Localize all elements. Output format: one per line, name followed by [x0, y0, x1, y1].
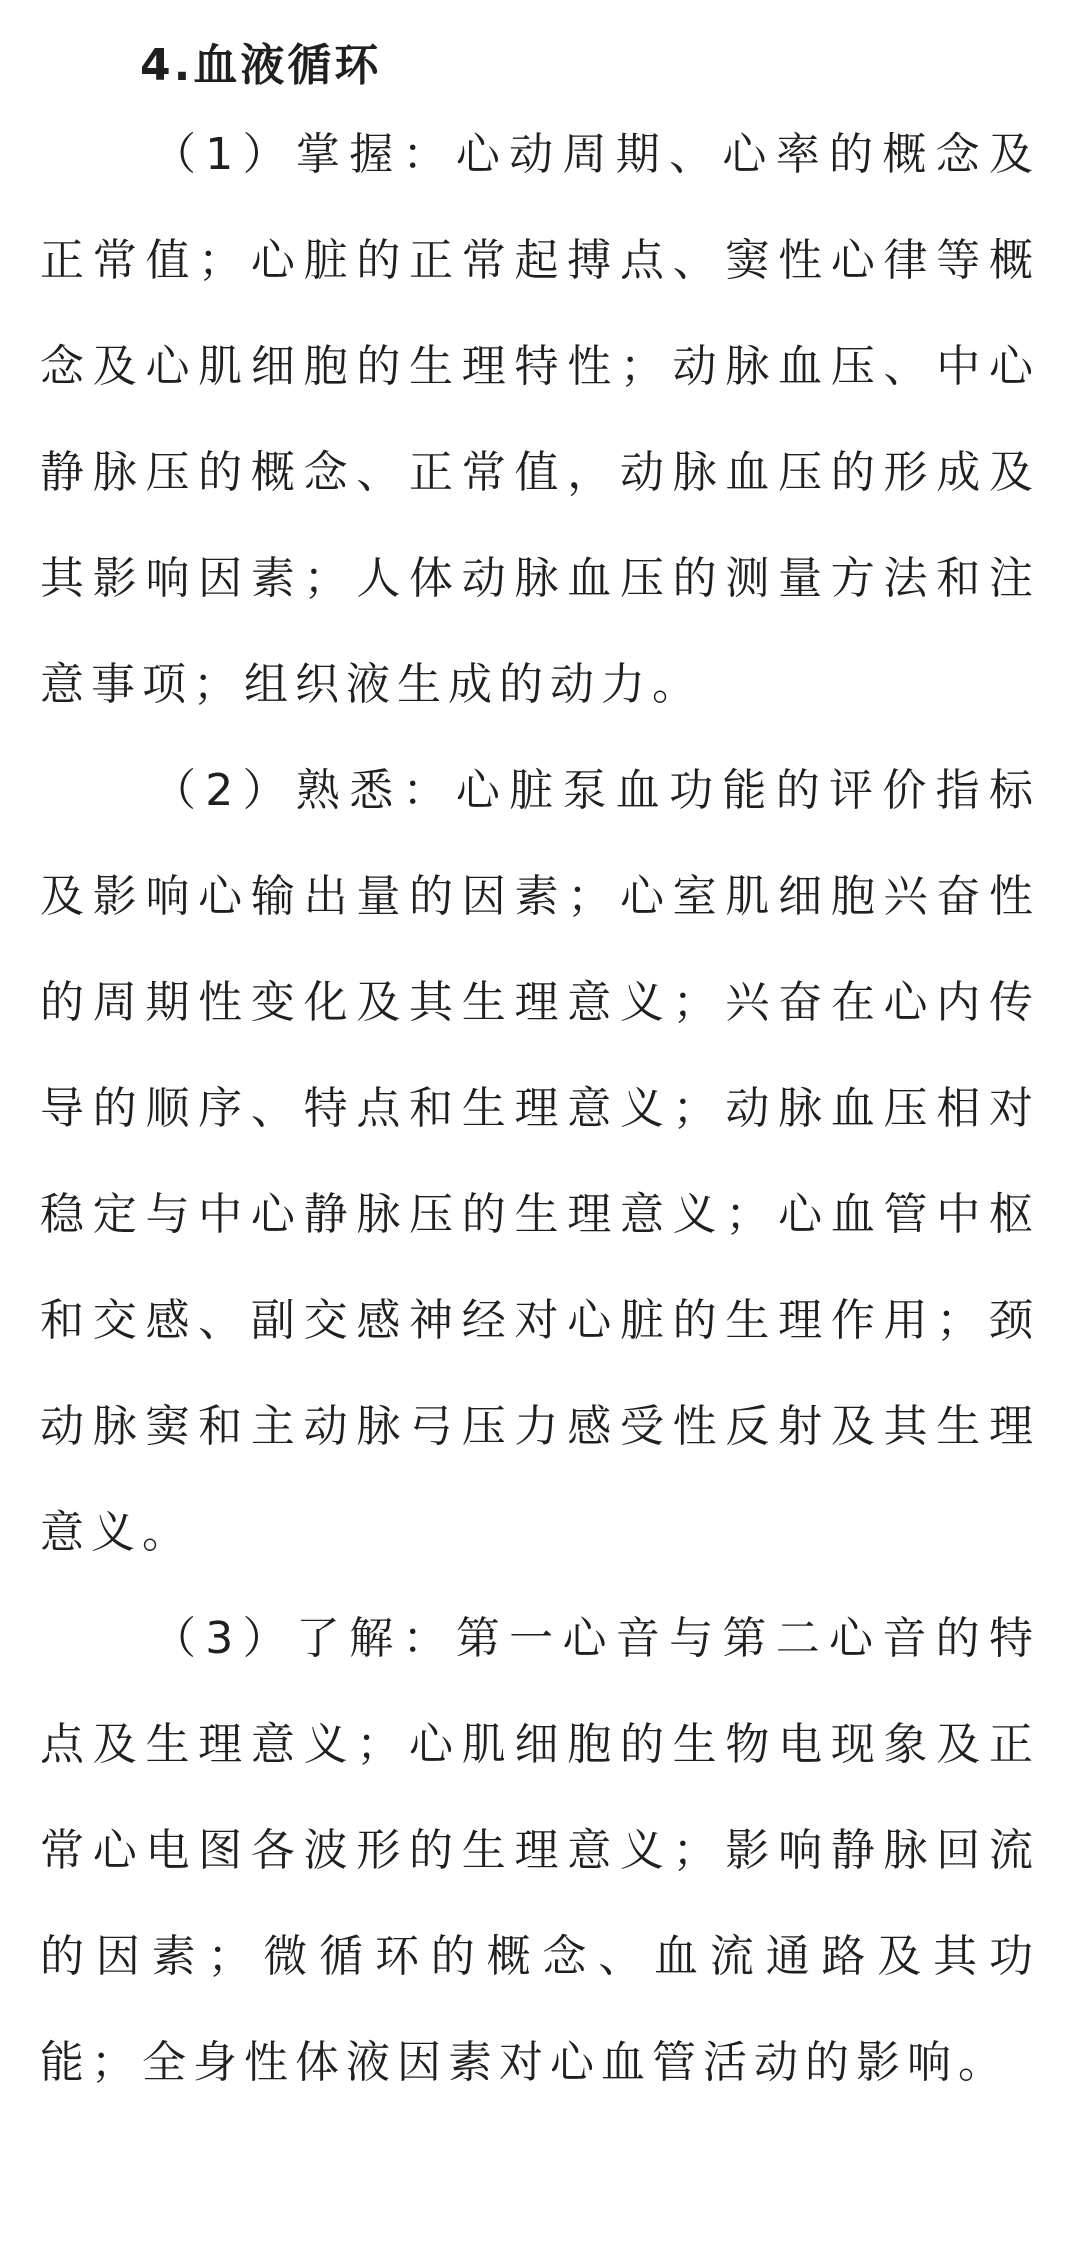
section-title: 4.血液循环 — [140, 40, 382, 91]
paragraph-familiar: （2）熟悉：心脏泵血功能的评价指标及影响心输出量的因素；心室肌细胞兴奋性的周期性变化及其生理意义；兴奋在心内传导的顺序、特点和生理意义；动脉血压相对稳定与中心静脉压的生理意义；心血管中枢和交感、副交感神经对心脏的生理作用；颈动脉窦和主动脉弓压力感受性反射及其生理意义。 — [40, 765, 1040, 1558]
paragraph-master: （1）掌握：心动周期、心率的概念及正常值；心脏的正常起搏点、窦性心律等概念及心肌细胞的生理特性；动脉血压、中心静脉压的概念、正常值，动脉血压的形成及其影响因素；人体动脉血压的测量方法和注意事项；组织液生成的动力。 — [40, 129, 1040, 710]
document-body — [40, 30, 1040, 2116]
paragraph-understand: （3）了解：第一心音与第二心音的特点及生理意义；心肌细胞的生物电现象及正常心电图各波形的生理意义；影响静脉回流的因素；微循环的概念、血流通路及其功能；全身性体液因素对心血管活动的影响。 — [40, 1613, 1040, 2088]
